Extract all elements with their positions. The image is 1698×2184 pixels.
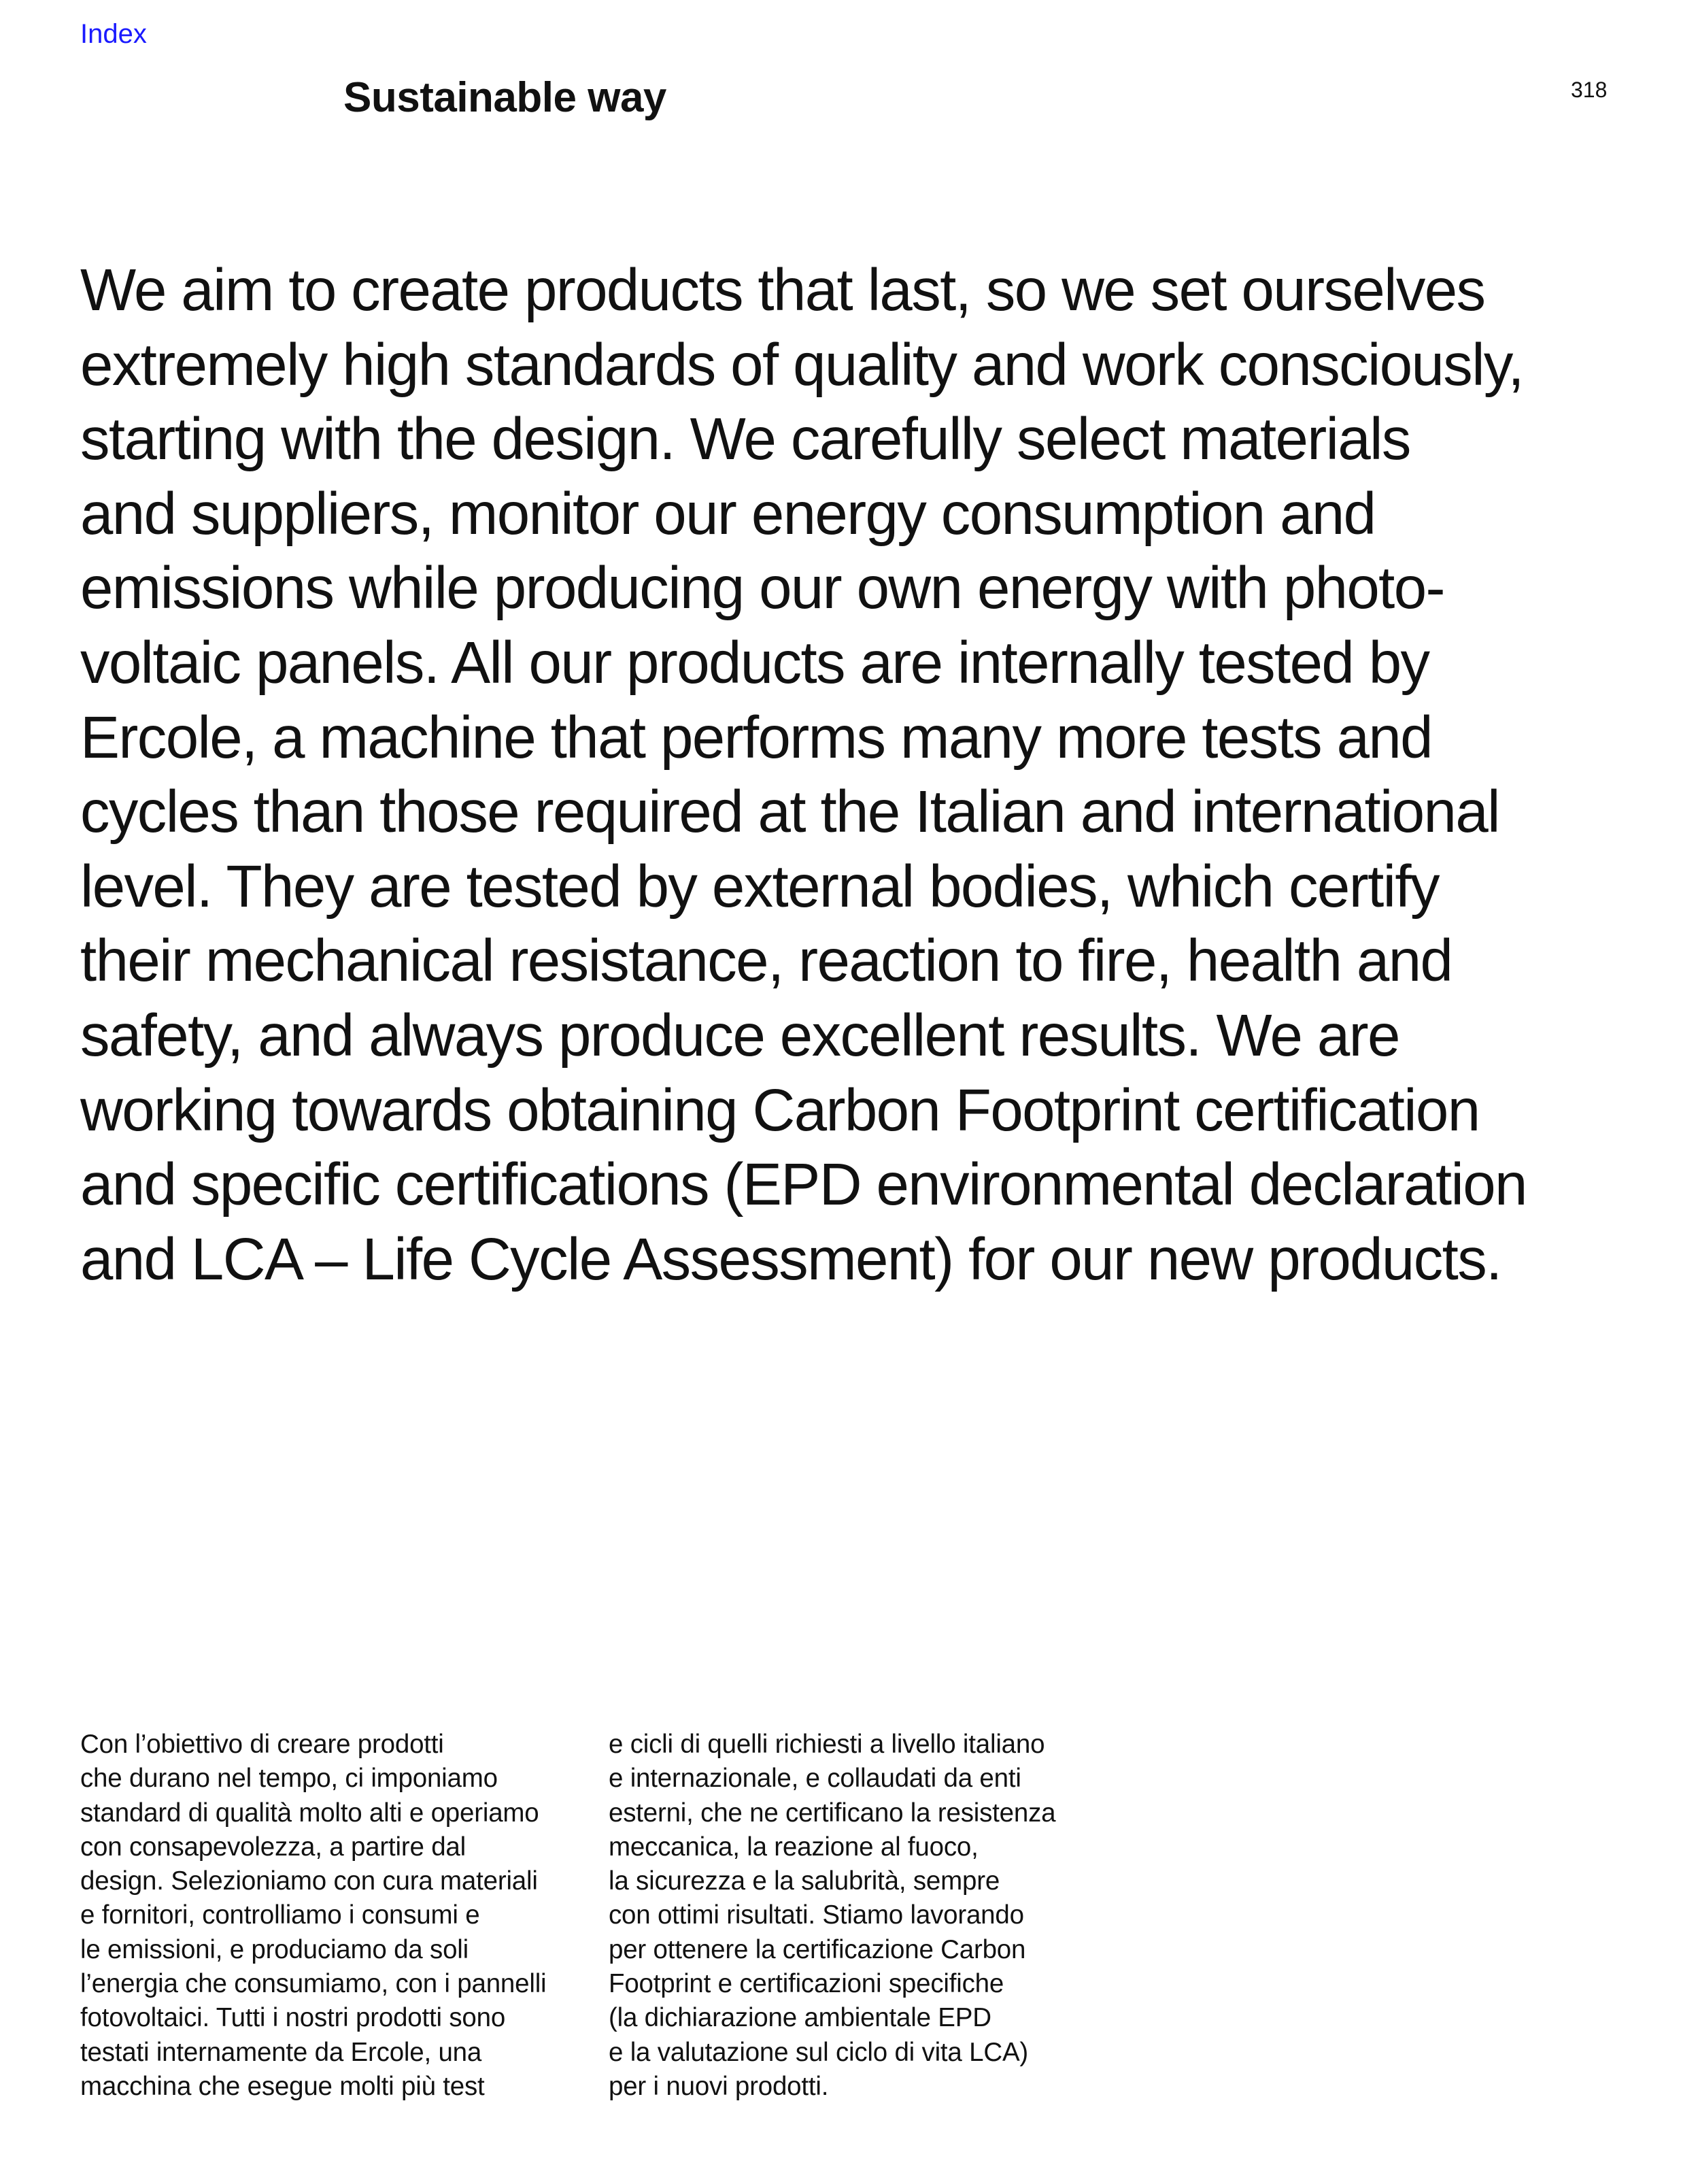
lead-line: extremely high standards of quality and work consciously, — [80, 331, 1523, 398]
italian-line: Con l’obiettivo di creare prodotti — [80, 1730, 444, 1759]
italian-line: testati internamente da Ercole, una — [80, 2037, 482, 2067]
italian-line: e cicli di quelli richiesti a livello italiano — [609, 1730, 1045, 1759]
italian-line: fotovoltaici. Tutti i nostri prodotti sono — [80, 2003, 506, 2033]
lead-line: voltaic panels. All our products are internally tested by — [80, 629, 1429, 696]
italian-line: l’energia che consumiamo, con i pannelli — [80, 1969, 547, 1999]
lead-line: emissions while producing our own energy with photo- — [80, 555, 1444, 622]
lead-line: Ercole, a machine that performs many more tests and — [80, 704, 1432, 771]
italian-text-column-2 — [609, 1728, 1055, 2104]
section-title: Sustainable way — [343, 74, 666, 121]
italian-line: esterni, che ne certificano la resistenza — [609, 1798, 1056, 1828]
italian-line: design. Selezioniamo con cura materiali — [80, 1866, 538, 1896]
italian-line: meccanica, la reazione al fuoco, — [609, 1832, 979, 1862]
italian-text-column-1 — [80, 1728, 546, 2104]
italian-line: e fornitori, controlliamo i consumi e — [80, 1900, 480, 1930]
lead-line: and specific certifications (EPD environmental declaration — [80, 1152, 1527, 1218]
lead-line: starting with the design. We carefully select materials — [80, 406, 1410, 473]
italian-line: e internazionale, e collaudati da enti — [609, 1764, 1021, 1794]
italian-line: per ottenere la certificazione Carbon — [609, 1934, 1026, 1964]
index-link[interactable]: Index — [80, 19, 147, 49]
italian-line: macchina che esegue molti più test — [80, 2071, 485, 2101]
lead-line: and suppliers, monitor our energy consumption and — [80, 480, 1376, 547]
italian-line: con consapevolezza, a partire dal — [80, 1832, 466, 1862]
lead-line: working towards obtaining Carbon Footprint certification — [80, 1077, 1480, 1143]
italian-line: e la valutazione sul ciclo di vita LCA) — [609, 2037, 1029, 2067]
lead-line: safety, and always produce excellent results. We are — [80, 1002, 1399, 1069]
lead-line: and LCA – Life Cycle Assessment) for our new products. — [80, 1226, 1501, 1292]
lead-line: We aim to create products that last, so we set ourselves — [80, 257, 1485, 323]
italian-line: per i nuovi prodotti. — [609, 2071, 829, 2101]
lead-line: cycles than those required at the Italian and international — [80, 779, 1499, 845]
italian-line: le emissioni, e produciamo da soli — [80, 1934, 469, 1964]
italian-line: la sicurezza e la salubrità, sempre — [609, 1866, 1000, 1896]
lead-paragraph — [80, 253, 1678, 1296]
italian-line: standard di qualità molto alti e operiamo — [80, 1798, 539, 1828]
italian-line: (la dichiarazione ambientale EPD — [609, 2003, 991, 2033]
italian-line: che durano nel tempo, ci imponiamo — [80, 1764, 498, 1794]
page-number: 318 — [1571, 78, 1608, 102]
italian-line: Footprint e certificazioni specifiche — [609, 1969, 1004, 1999]
lead-line: their mechanical resistance, reaction to fire, health and — [80, 928, 1453, 994]
lead-line: level. They are tested by external bodies, which certify — [80, 853, 1439, 920]
italian-line: con ottimi risultati. Stiamo lavorando — [609, 1900, 1024, 1930]
